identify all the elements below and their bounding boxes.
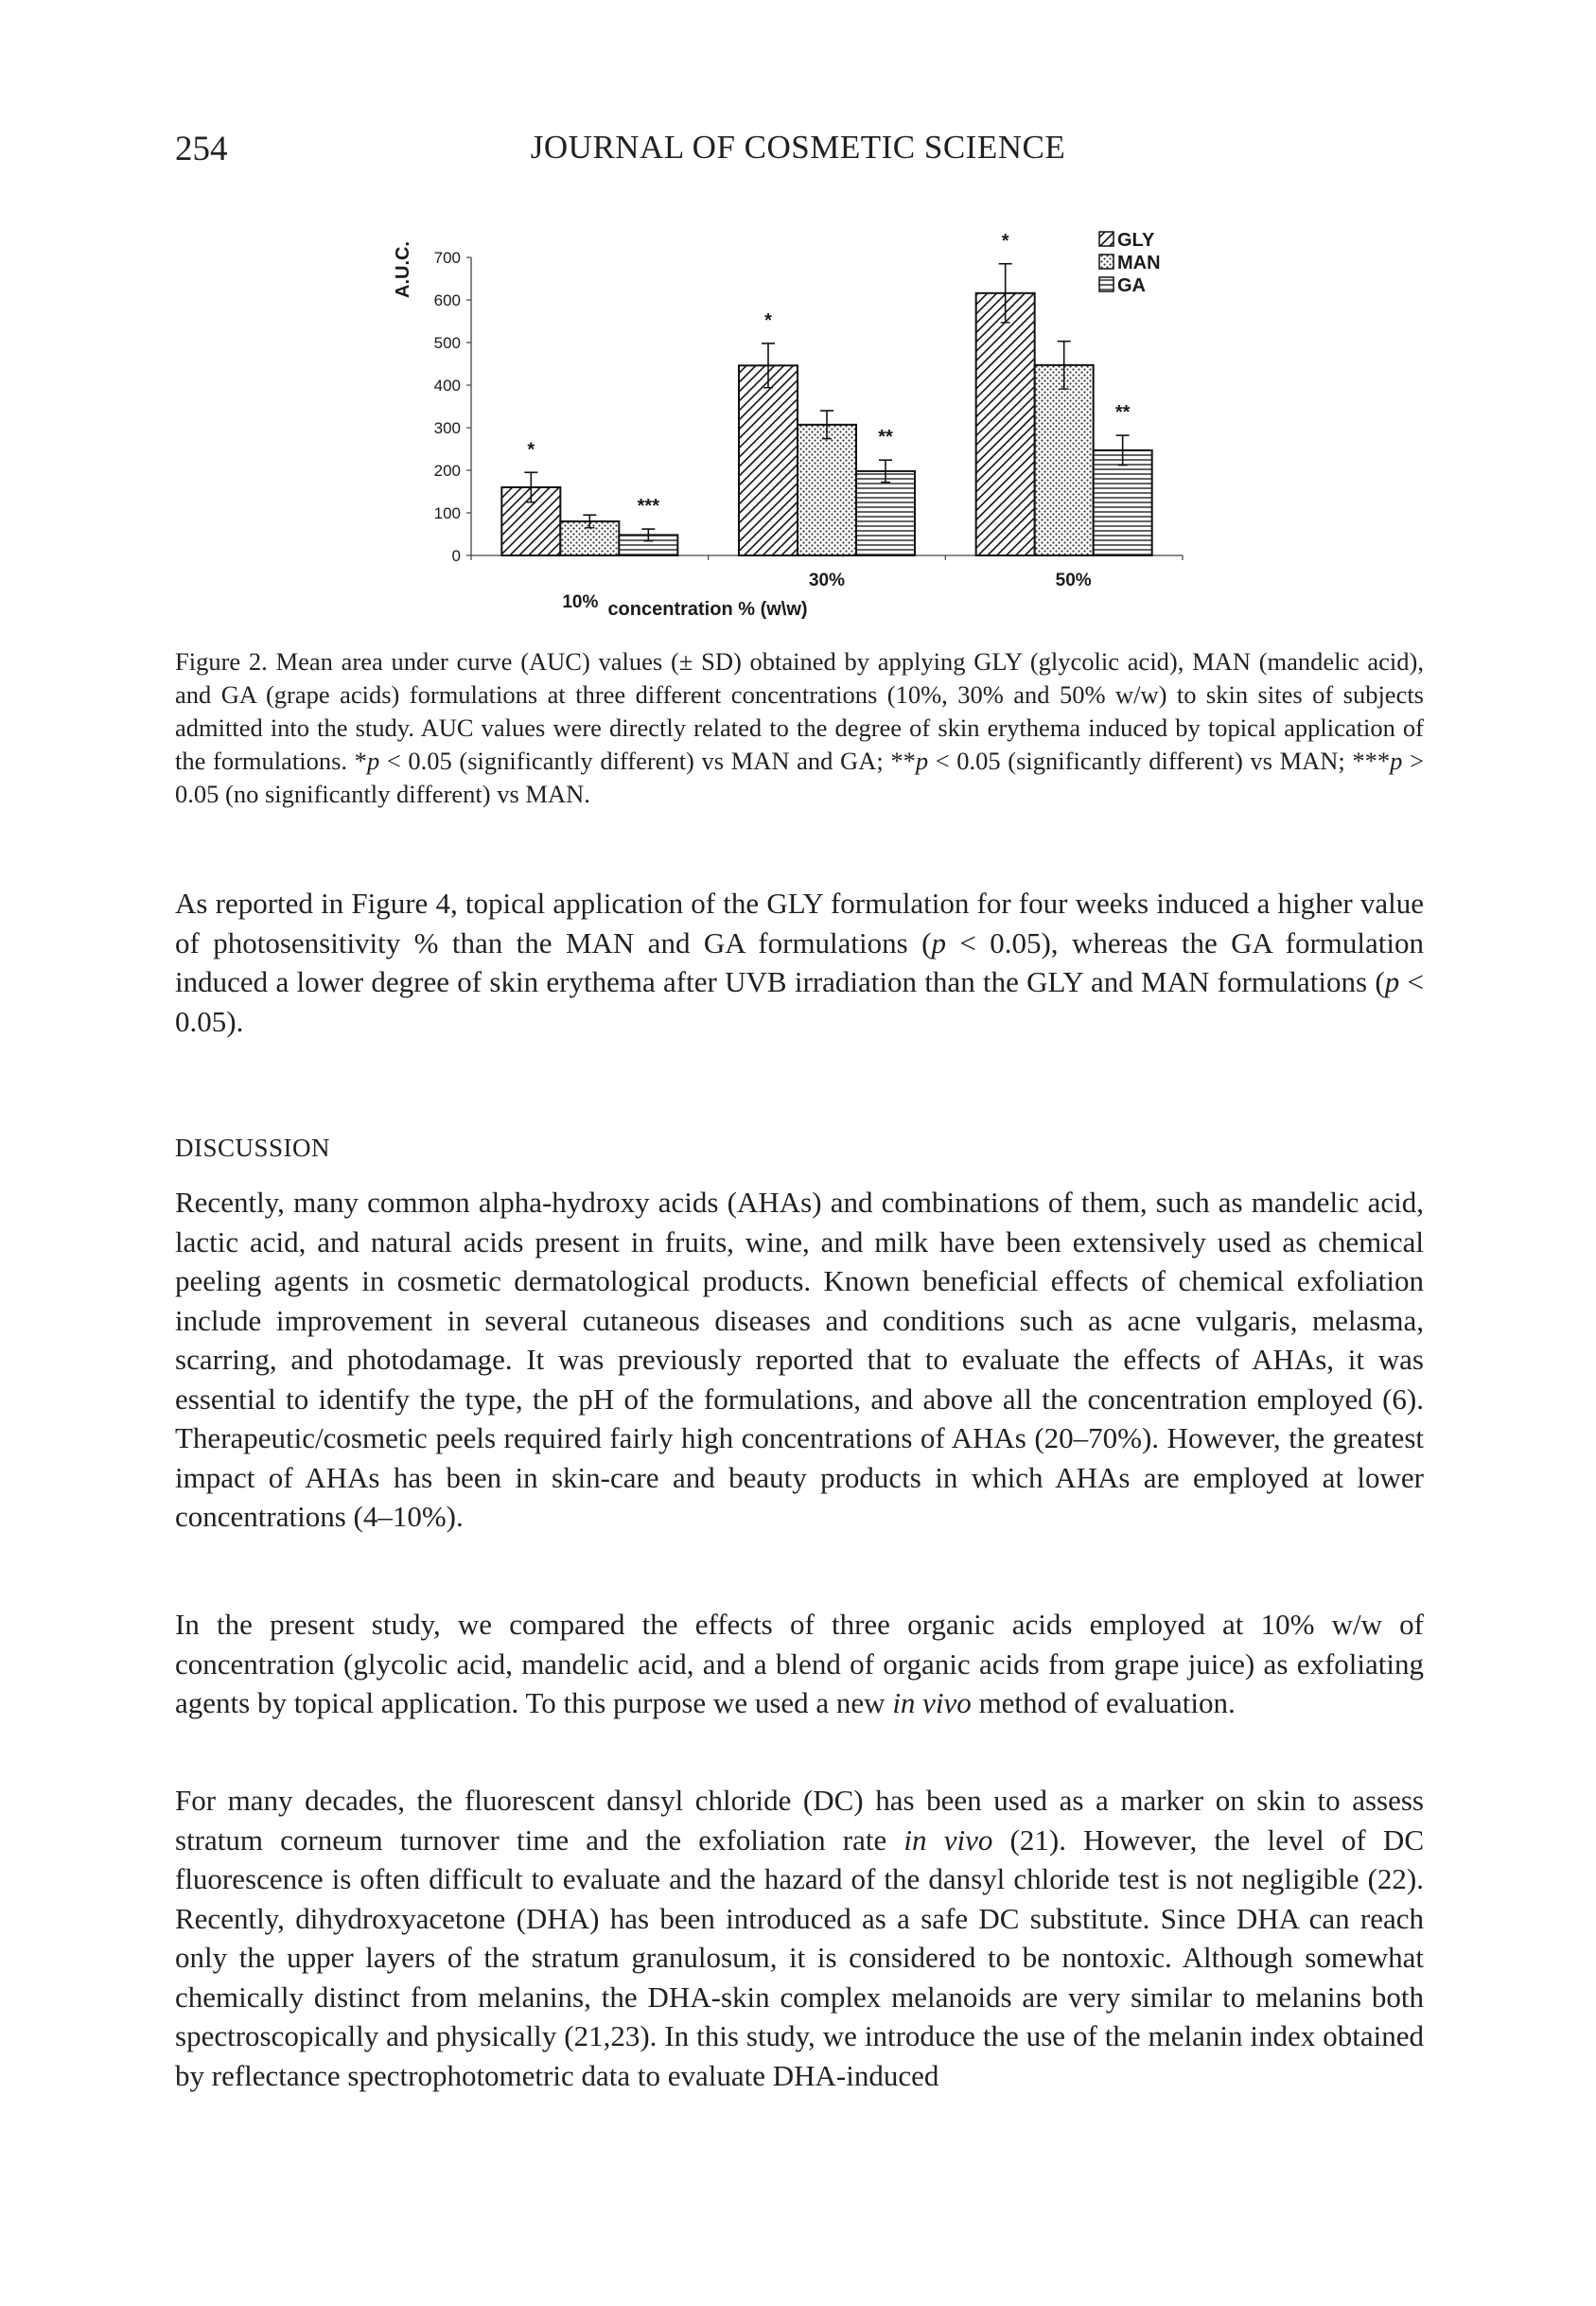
results-paragraph: As reported in Figure 4, topical application of the GLY formulation for four weeks induced a higher value of photosensitivity % than the MAN and GA formulations (p < 0.05), whereas the GA formulation induced a lower degree of skin erythema after UVB irradiation than the GLY and MAN formulations (p < 0.05). (175, 887, 1424, 1038)
y-tick-label: 600 (433, 291, 461, 309)
bar-gly-50pct (976, 293, 1035, 555)
x-axis-label: concentration % (w\w) (607, 599, 808, 620)
x-tick-label: 30% (808, 571, 846, 590)
discussion-paragraph: In the present study, we compared the effects of three organic acids employed at 10% w/w of concentration (glycolic acid, mandelic acid, and a blend of organic acids from grape juice) as exfoliating agents by topical application. To this purpose we used a new in vivo method of evaluation. (175, 1608, 1424, 1719)
bar-ga-50pct (1094, 450, 1152, 555)
journal-title: JOURNAL OF COSMETIC SCIENCE (530, 129, 1066, 166)
legend-swatch-ga (1099, 277, 1114, 291)
page-number: 254 (175, 130, 228, 168)
legend-swatch-man (1099, 255, 1114, 269)
chart-legend (1099, 230, 1161, 296)
x-tick-label: 10% (562, 592, 599, 612)
significance-marker: ** (878, 427, 893, 449)
y-tick-label: 400 (433, 377, 461, 395)
discussion-paragraph: Recently, many common alpha-hydroxy acids (AHAs) and combinations of them, such as mandelic acid, lactic acid, and natural acids present in fruits, wine, and milk have been extensively used as chemical peeling agents in cosmetic dermatological products. Known beneficial effects of chemical exfoliation include improvement in several cutaneous diseases and conditions such as acne vulgaris, melasma, scarring, and photodamage. It was previously reported that to evaluate the effects of AHAs, it was essential to identify the type, the pH of the formulations, and above all the concentration employed (6). Therapeutic/cosmetic peels required fairly high concentrations of AHAs (20–70%). However, the greatest impact of AHAs has been in skin-care and beauty products in which AHAs are employed at lower concentrations (4–10%). (175, 1186, 1424, 1533)
results-paragraph-block (175, 884, 1424, 1041)
y-tick-label: 500 (433, 334, 461, 352)
y-tick-label: 0 (451, 547, 461, 565)
y-tick-label: 200 (433, 462, 461, 480)
bar-man-50pct (1035, 365, 1094, 555)
figure-2-bar-chart (360, 218, 1230, 634)
legend-swatch-gly (1099, 232, 1114, 246)
discussion-paragraph-2-block (175, 1605, 1424, 1723)
section-heading-discussion: DISCUSSION (175, 1134, 331, 1162)
significance-marker: *** (637, 496, 660, 518)
discussion-paragraph-3-block (175, 1781, 1424, 2095)
x-tick-label: 50% (1055, 571, 1092, 590)
legend-label-gly: GLY (1117, 230, 1155, 251)
significance-marker: * (764, 309, 772, 331)
y-tick-label: 300 (433, 419, 461, 437)
legend-label-man: MAN (1117, 253, 1161, 273)
significance-marker: ** (1114, 402, 1131, 424)
figure-caption-text: Mean area under curve (AUC) values (± SD) obtained by applying GLY (glycolic acid), MAN (mandelic acid), and GA (grape acids) formulations at three different concentrations (10%, 30% and 50% w/w) to skin sites of subjects admitted into the study. AUC values were directly related to the degree of skin erythema induced by topical application of the formulations. *p < 0.05 (significantly different) vs MAN and GA; **p < 0.05 (significantly different) vs MAN; ***p > 0.05 (no significantly different) vs MAN. (175, 647, 1424, 808)
bar-gly-30pct (739, 365, 798, 555)
legend-label-ga: GA (1117, 275, 1146, 296)
discussion-paragraph: For many decades, the fluorescent dansyl chloride (DC) has been used as a marker on skin to assess stratum corneum turnover time and the exfoliation rate in vivo (21). However, the level of DC fluorescence is often difficult to evaluate and the hazard of the dansyl chloride test is not negligible (22). Recently, dihydroxyacetone (DHA) has been introduced as a safe DC substitute. Since DHA can reach only the upper layers of the stratum granulosum, it is considered to be nontoxic. Although somewhat chemically distinct from melanins, the DHA-skin complex melanoids are very similar to melanins both spectroscopically and physically (21,23). In this study, we introduce the use of the melanin index obtained by reflectance spectrophotometric data to evaluate DHA-induced (175, 1784, 1424, 2092)
figure-label: Figure 2. (175, 647, 268, 676)
bar-man-30pct (798, 425, 856, 555)
bar-ga-30pct (856, 471, 915, 555)
running-head (0, 129, 1596, 167)
figure-caption (175, 645, 1424, 811)
discussion-paragraph-1-block (175, 1183, 1424, 1537)
significance-marker: * (527, 439, 535, 461)
y-tick-label: 700 (433, 249, 461, 267)
significance-marker: * (1001, 230, 1009, 252)
chart-bars (501, 231, 1151, 555)
y-axis-label: A.U.C. (393, 241, 413, 298)
y-tick-label: 100 (433, 504, 461, 522)
